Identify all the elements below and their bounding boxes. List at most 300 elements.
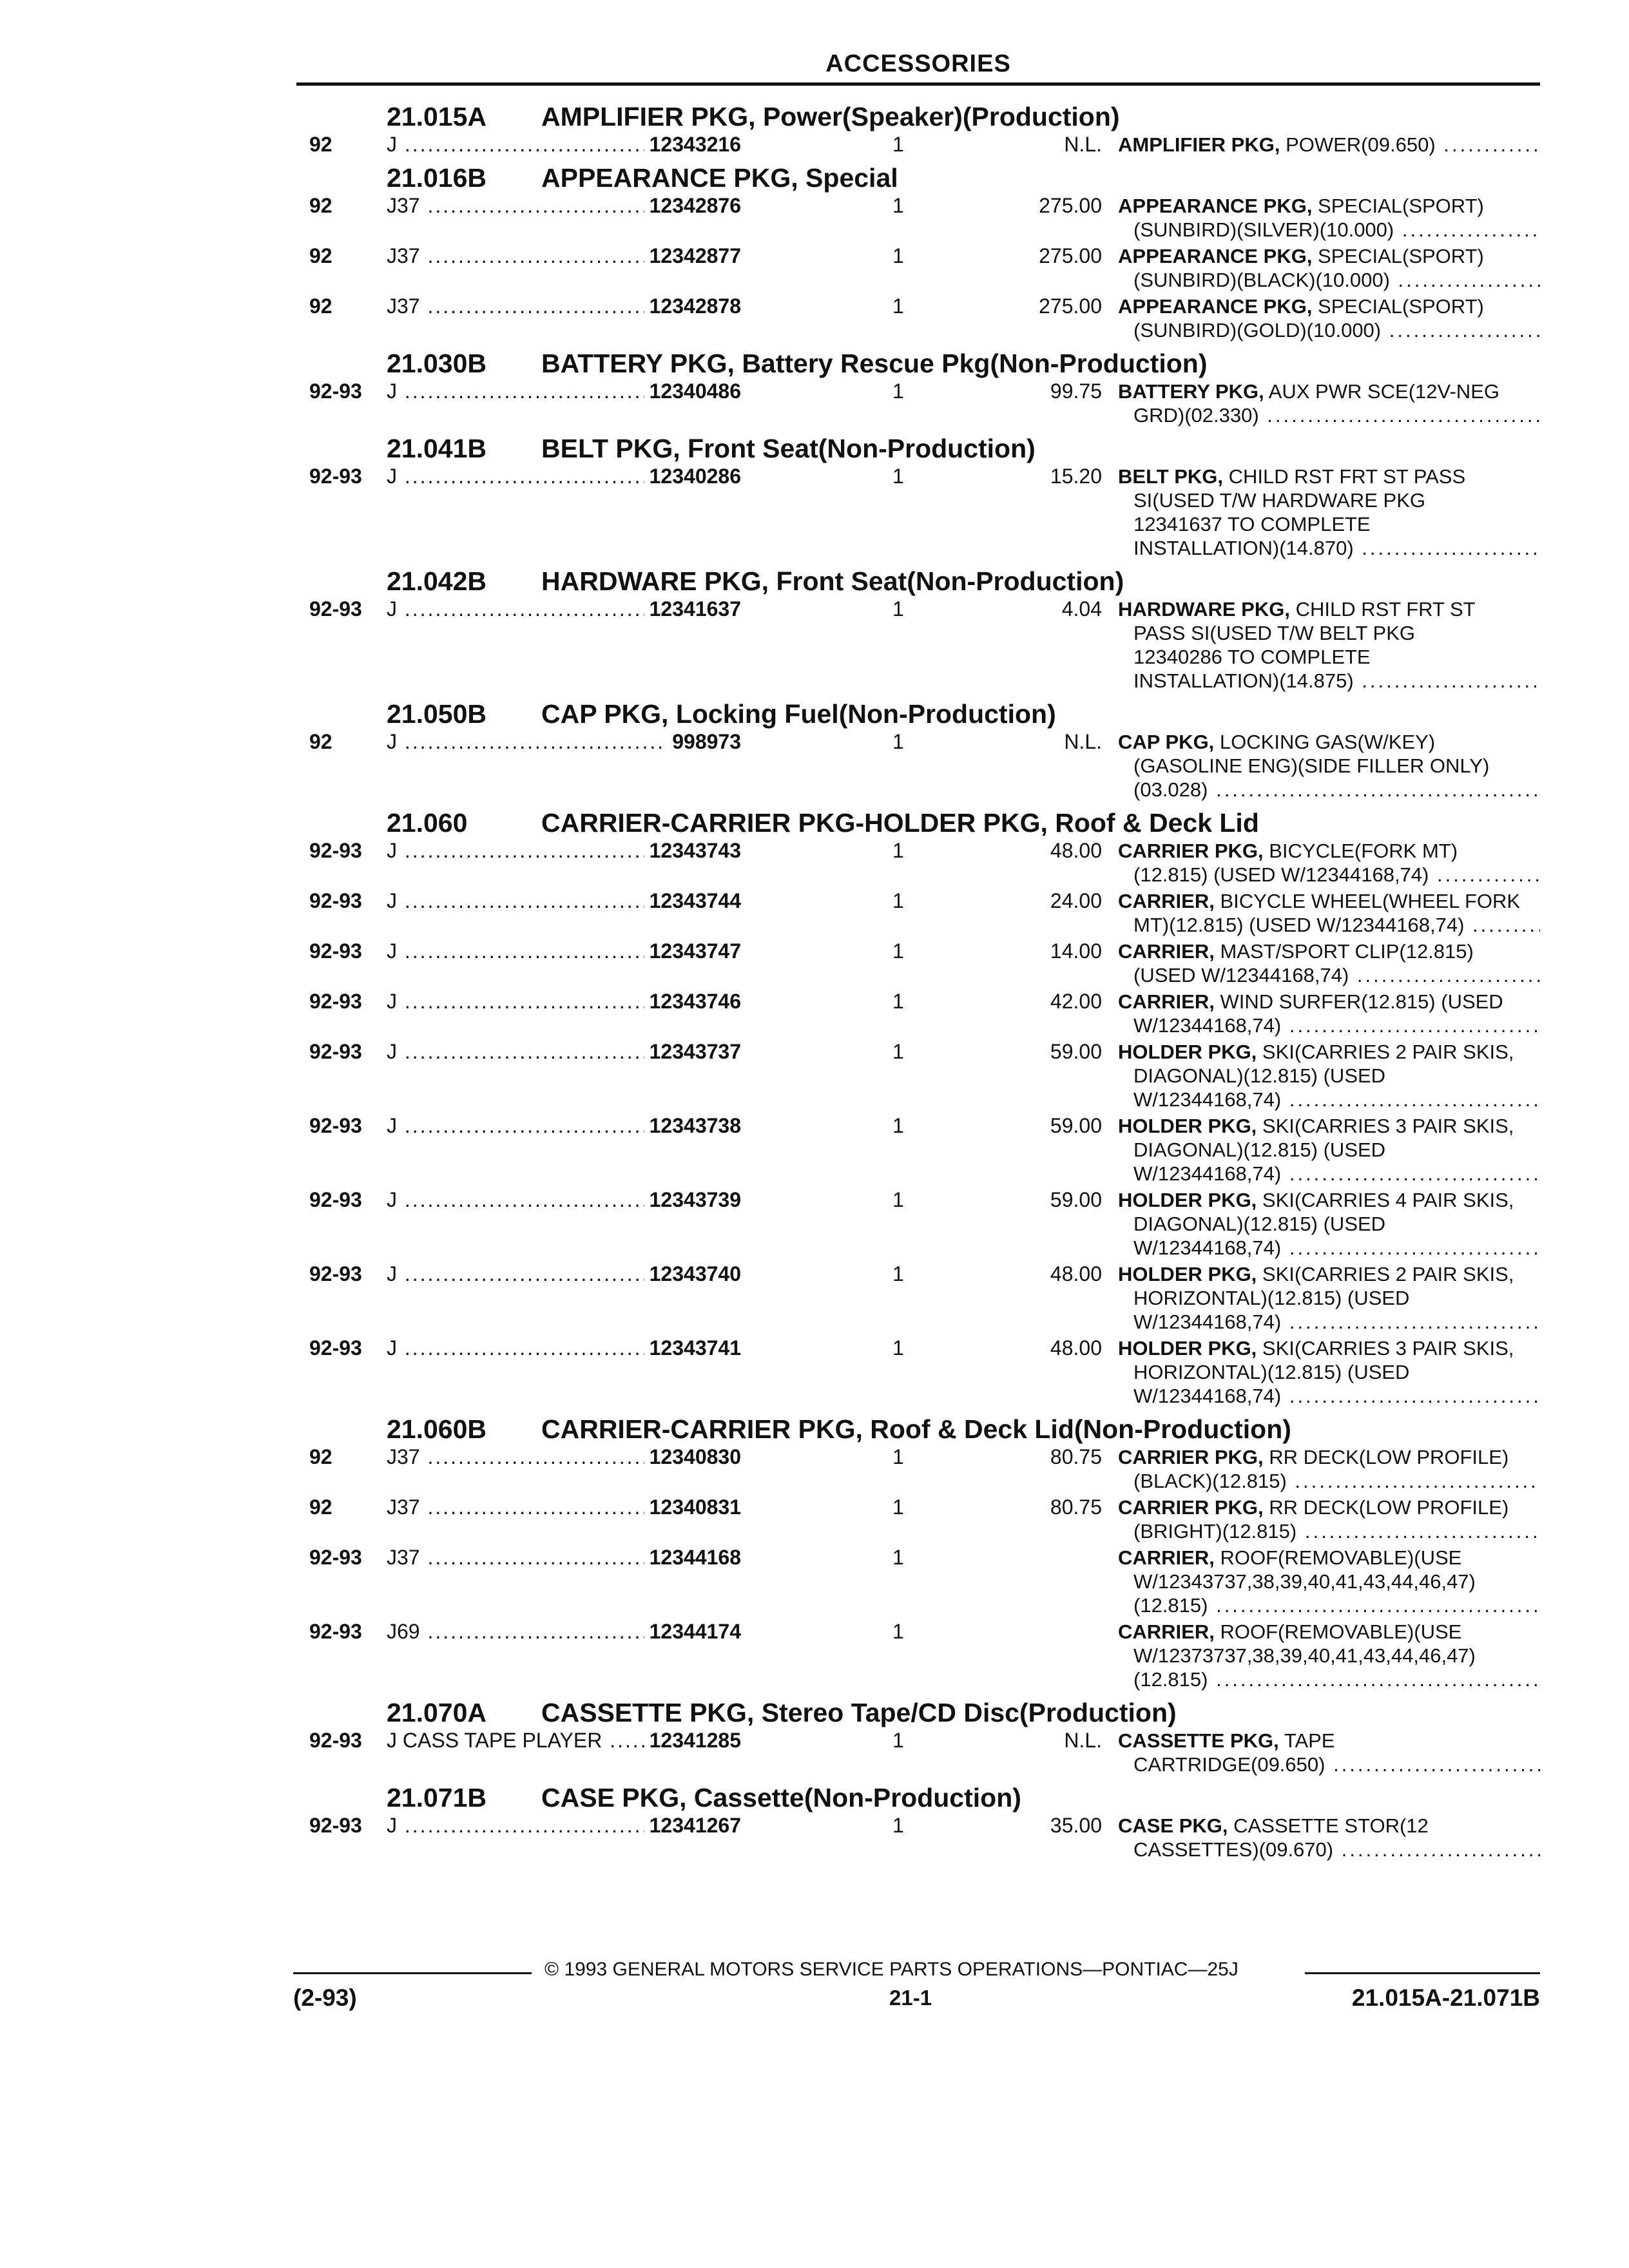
description-line xyxy=(1118,294,1540,318)
model-years: 92-93 xyxy=(309,1546,362,1569)
description-line xyxy=(1118,318,1540,342)
body-code: J37 ..... xyxy=(387,294,735,318)
description-line xyxy=(1118,939,1540,963)
description-line xyxy=(1118,1262,1540,1286)
body-code: J69 ..... xyxy=(387,1620,735,1644)
body-code: J ..... xyxy=(387,939,735,963)
description-text: SI(USED T/W HARDWARE PKG xyxy=(1133,489,1425,512)
quantity: 1 xyxy=(892,244,904,267)
part-description xyxy=(1118,244,1540,292)
description-text: SPECIAL(SPORT) xyxy=(1312,295,1484,318)
description-text: LOCKING GAS(W/KEY) xyxy=(1214,731,1436,753)
price: 42.00 xyxy=(1050,990,1102,1013)
quantity: 1 xyxy=(892,990,904,1013)
description-text: CASSETTE STOR(12 xyxy=(1228,1814,1429,1837)
body-code: J ..... xyxy=(387,465,735,488)
description-line xyxy=(1118,1064,1540,1088)
description-line xyxy=(1118,1644,1540,1667)
part-entry xyxy=(303,1729,1540,1779)
description-keyword: HOLDER PKG, xyxy=(1118,1041,1257,1063)
part-number: 12344168 xyxy=(644,1546,741,1570)
price: 80.75 xyxy=(1050,1495,1102,1519)
description-line xyxy=(1118,1310,1540,1334)
description-line xyxy=(1118,1114,1540,1138)
part-description xyxy=(1118,1040,1540,1111)
quantity: 1 xyxy=(892,1729,904,1752)
part-number: 12343737 xyxy=(644,1040,741,1064)
description-keyword: CASE PKG, xyxy=(1118,1814,1228,1837)
part-description xyxy=(1118,597,1540,693)
description-text: DIAGONAL)(12.815) (USED xyxy=(1133,1064,1386,1087)
description-text: W/12343737,38,39,40,41,43,44,46,47) xyxy=(1133,1570,1476,1593)
section-title: CASE PKG, Cassette(Non-Production) xyxy=(541,1783,1021,1812)
description-text: W/12373737,38,39,40,41,43,44,46,47) xyxy=(1133,1644,1476,1667)
quantity: 1 xyxy=(892,730,904,753)
description-text: 12340286 TO COMPLETE xyxy=(1133,646,1371,668)
description-text: ROOF(REMOVABLE)(USE xyxy=(1214,1546,1462,1569)
description-text: (SUNBIRD)(BLACK)(10.000) xyxy=(1133,269,1390,291)
description-keyword: APPEARANCE PKG, xyxy=(1118,245,1313,267)
description-line xyxy=(1118,512,1540,536)
description-line xyxy=(1118,754,1540,778)
body-code: J37 ..... xyxy=(387,244,735,268)
section-title: CARRIER-CARRIER PKG-HOLDER PKG, Roof & Deck Lid xyxy=(541,808,1259,838)
part-number: 12340830 xyxy=(644,1445,741,1469)
quantity: 1 xyxy=(892,1620,904,1643)
description-line xyxy=(1118,1360,1540,1384)
part-description xyxy=(1118,1729,1540,1776)
description-text: CARTRIDGE(09.650) xyxy=(1133,1753,1325,1776)
description-line xyxy=(1118,990,1540,1014)
model-years: 92 xyxy=(309,133,333,156)
part-description xyxy=(1118,839,1540,887)
section-title: BELT PKG, Front Seat(Non-Production) xyxy=(541,434,1036,463)
description-keyword: CARRIER, xyxy=(1118,890,1215,912)
description-text: SKI(CARRIES 2 PAIR SKIS, xyxy=(1257,1041,1514,1063)
part-number: 12343746 xyxy=(644,990,741,1014)
section-heading xyxy=(303,695,1540,730)
description-text: (GASOLINE ENG)(SIDE FILLER ONLY) xyxy=(1133,754,1490,777)
description-text: W/12344168,74) xyxy=(1133,1162,1282,1185)
price: 80.75 xyxy=(1050,1445,1102,1468)
model-years: 92 xyxy=(309,294,333,318)
description-keyword: HOLDER PKG, xyxy=(1118,1263,1257,1285)
description-line xyxy=(1118,1286,1540,1310)
description-keyword: BATTERY PKG, xyxy=(1118,380,1264,403)
description-keyword: BELT PKG, xyxy=(1118,465,1224,488)
part-entry xyxy=(303,939,1540,990)
part-description xyxy=(1118,1336,1540,1408)
section-number: 21.042B xyxy=(387,566,487,596)
price: 275.00 xyxy=(1039,244,1102,267)
price: 275.00 xyxy=(1039,294,1102,318)
model-years: 92-93 xyxy=(309,1188,362,1211)
quantity: 1 xyxy=(892,889,904,912)
description-text: SKI(CARRIES 3 PAIR SKIS, xyxy=(1257,1337,1514,1360)
part-number: 12343744 xyxy=(644,889,741,913)
description-text: (BLACK)(12.815) xyxy=(1133,1470,1287,1492)
part-number: 12341267 xyxy=(644,1814,741,1838)
part-number: 12340486 xyxy=(644,380,741,403)
part-number: 12341285 xyxy=(644,1729,741,1753)
section-heading xyxy=(303,345,1540,380)
description-text: RR DECK(LOW PROFILE) xyxy=(1263,1496,1509,1519)
description-text: MAST/SPORT CLIP(12.815) xyxy=(1214,940,1474,963)
description-keyword: CARRIER PKG, xyxy=(1118,1496,1264,1519)
section-heading xyxy=(303,1779,1540,1814)
description-text: INSTALLATION)(14.870) xyxy=(1133,537,1354,559)
body-code: J ..... xyxy=(387,133,735,157)
description-line xyxy=(1118,1188,1540,1212)
quantity: 1 xyxy=(892,1445,904,1468)
description-line xyxy=(1118,1236,1540,1260)
description-keyword: HOLDER PKG, xyxy=(1118,1189,1257,1211)
description-text: DIAGONAL)(12.815) (USED xyxy=(1133,1139,1386,1161)
body-code: J ..... xyxy=(387,1188,735,1212)
description-keyword: HOLDER PKG, xyxy=(1118,1337,1257,1360)
section-heading xyxy=(303,430,1540,465)
description-line xyxy=(1118,1162,1540,1186)
description-text: RR DECK(LOW PROFILE) xyxy=(1263,1446,1509,1468)
model-years: 92-93 xyxy=(309,1262,362,1285)
quantity: 1 xyxy=(892,839,904,862)
price: 48.00 xyxy=(1050,1336,1102,1360)
price: 15.20 xyxy=(1050,465,1102,488)
part-number: 12342876 xyxy=(644,194,741,218)
part-description xyxy=(1118,1188,1540,1260)
part-entry xyxy=(303,1445,1540,1495)
part-description xyxy=(1118,1262,1540,1334)
description-text: (SUNBIRD)(GOLD)(10.000) xyxy=(1133,319,1382,341)
model-years: 92-93 xyxy=(309,380,362,403)
description-text: HORIZONTAL)(12.815) (USED xyxy=(1133,1361,1410,1383)
description-text: SKI(CARRIES 4 PAIR SKIS, xyxy=(1257,1189,1514,1211)
quantity: 1 xyxy=(892,1114,904,1137)
part-number: 12341637 xyxy=(644,597,741,621)
body-code: J CASS TAPE PLAYER ..... xyxy=(387,1729,735,1753)
description-text: (SUNBIRD)(SILVER)(10.000) xyxy=(1133,218,1394,241)
description-text: W/12344168,74) xyxy=(1133,1311,1282,1333)
part-entry xyxy=(303,889,1540,939)
price: 48.00 xyxy=(1050,839,1102,862)
description-text: SPECIAL(SPORT) xyxy=(1312,195,1484,217)
price: 59.00 xyxy=(1050,1114,1102,1137)
part-description xyxy=(1118,1546,1540,1617)
part-entry xyxy=(303,730,1540,804)
price: 99.75 xyxy=(1050,380,1102,403)
description-line xyxy=(1118,1729,1540,1753)
model-years: 92-93 xyxy=(309,1729,362,1752)
model-years: 92-93 xyxy=(309,839,362,862)
description-line xyxy=(1118,1753,1540,1776)
description-text: SKI(CARRIES 2 PAIR SKIS, xyxy=(1257,1263,1514,1285)
part-entry xyxy=(303,597,1540,695)
model-years: 92-93 xyxy=(309,465,362,488)
quantity: 1 xyxy=(892,1262,904,1285)
part-entry xyxy=(303,1336,1540,1410)
section-number: 21.016B xyxy=(387,163,487,193)
description-line xyxy=(1118,730,1540,754)
description-text: WIND SURFER(12.815) (USED xyxy=(1214,990,1503,1013)
description-keyword: CARRIER PKG, xyxy=(1118,840,1264,862)
part-description xyxy=(1118,380,1540,427)
description-line xyxy=(1118,1014,1540,1037)
description-keyword: CASSETTE PKG, xyxy=(1118,1729,1279,1752)
description-text: CHILD RST FRT ST xyxy=(1289,598,1476,620)
footer-copyright: © 1993 GENERAL MOTORS SERVICE PARTS OPERATIONS—PONTIAC—25J xyxy=(545,1959,1239,1980)
part-number: 12343743 xyxy=(644,839,741,863)
description-keyword: CARRIER, xyxy=(1118,1546,1215,1569)
model-years: 92-93 xyxy=(309,1620,362,1643)
description-text: MT)(12.815) (USED W/12344168,74) xyxy=(1133,914,1465,936)
price: 48.00 xyxy=(1050,1262,1102,1285)
description-line xyxy=(1118,1336,1540,1360)
description-keyword: CARRIER, xyxy=(1118,1620,1215,1643)
description-line xyxy=(1118,1445,1540,1469)
quantity: 1 xyxy=(892,597,904,620)
description-text: (12.815) xyxy=(1133,1668,1208,1691)
description-text: CHILD RST FRT ST PASS xyxy=(1223,465,1466,488)
description-keyword: CARRIER, xyxy=(1118,990,1215,1013)
quantity: 1 xyxy=(892,939,904,963)
description-line xyxy=(1118,669,1540,693)
description-text: W/12344168,74) xyxy=(1133,1385,1282,1407)
quantity: 1 xyxy=(892,1495,904,1519)
part-entry xyxy=(303,1188,1540,1262)
description-line xyxy=(1118,1546,1540,1570)
description-text: AUX PWR SCE(12V-NEG xyxy=(1264,380,1499,403)
description-line xyxy=(1118,465,1540,488)
part-description xyxy=(1118,939,1540,987)
part-entry xyxy=(303,1114,1540,1188)
section-title: HARDWARE PKG, Front Seat(Non-Production) xyxy=(541,566,1124,596)
price: N.L. xyxy=(1064,730,1102,753)
price: 35.00 xyxy=(1050,1814,1102,1837)
description-line xyxy=(1118,194,1540,218)
description-line xyxy=(1118,1667,1540,1691)
description-text: HORIZONTAL)(12.815) (USED xyxy=(1133,1287,1410,1309)
quantity: 1 xyxy=(892,380,904,403)
part-description xyxy=(1118,889,1540,937)
description-line xyxy=(1118,645,1540,669)
section-number: 21.050B xyxy=(387,699,487,729)
description-line xyxy=(1118,218,1540,242)
part-entry xyxy=(303,133,1540,159)
model-years: 92 xyxy=(309,1495,333,1519)
price: 14.00 xyxy=(1050,939,1102,963)
section-heading xyxy=(303,1694,1540,1729)
body-code: J37 ..... xyxy=(387,1495,735,1519)
description-line xyxy=(1118,889,1540,913)
price: 59.00 xyxy=(1050,1040,1102,1063)
quantity: 1 xyxy=(892,1546,904,1569)
description-keyword: AMPLIFIER PKG, xyxy=(1118,133,1280,156)
part-description xyxy=(1118,1814,1540,1861)
description-text: W/12344168,74) xyxy=(1133,1236,1282,1259)
model-years: 92 xyxy=(309,194,333,217)
description-line xyxy=(1118,1593,1540,1617)
description-keyword: CARRIER PKG, xyxy=(1118,1446,1264,1468)
page-title: ACCESSORIES xyxy=(825,50,1011,77)
part-number: 12344174 xyxy=(644,1620,741,1644)
part-number: 12342877 xyxy=(644,244,741,268)
body-code: J ..... xyxy=(387,990,735,1014)
description-text: W/12344168,74) xyxy=(1133,1088,1282,1111)
description-keyword: HOLDER PKG, xyxy=(1118,1115,1257,1137)
part-description xyxy=(1118,1495,1540,1543)
description-text: BICYCLE WHEEL(WHEEL FORK xyxy=(1214,890,1521,912)
description-line xyxy=(1118,913,1540,937)
footer-date: (2-93) xyxy=(293,1984,357,2011)
description-text: SKI(CARRIES 3 PAIR SKIS, xyxy=(1257,1115,1514,1137)
description-line xyxy=(1118,1138,1540,1162)
footer-rule-right xyxy=(1305,1972,1540,1974)
description-keyword: CARRIER, xyxy=(1118,940,1215,963)
part-entry xyxy=(303,244,1540,294)
description-text: ROOF(REMOVABLE)(USE xyxy=(1214,1620,1462,1643)
description-text: (USED W/12344168,74) xyxy=(1133,964,1349,986)
description-line xyxy=(1118,778,1540,802)
description-keyword: CAP PKG, xyxy=(1118,731,1215,753)
section-number: 21.071B xyxy=(387,1783,487,1812)
part-description xyxy=(1118,294,1540,342)
header-rule xyxy=(296,82,1540,86)
description-text: POWER(09.650) xyxy=(1280,133,1436,156)
model-years: 92-93 xyxy=(309,889,362,912)
quantity: 1 xyxy=(892,465,904,488)
part-number: 12343740 xyxy=(644,1262,741,1286)
description-line xyxy=(1118,1495,1540,1519)
body-code: J ..... xyxy=(387,1262,735,1286)
description-line xyxy=(1118,244,1540,268)
part-entry xyxy=(303,1262,1540,1336)
part-description xyxy=(1118,990,1540,1037)
section-number: 21.060 xyxy=(387,808,468,838)
model-years: 92-93 xyxy=(309,1814,362,1837)
description-line xyxy=(1118,133,1540,157)
part-description xyxy=(1118,194,1540,242)
price: 4.04 xyxy=(1061,597,1102,620)
description-line xyxy=(1118,1469,1540,1493)
description-keyword: HARDWARE PKG, xyxy=(1118,598,1290,620)
section-title: CASSETTE PKG, Stereo Tape/CD Disc(Production) xyxy=(541,1698,1177,1727)
quantity: 1 xyxy=(892,294,904,318)
price: 275.00 xyxy=(1039,194,1102,217)
quantity: 1 xyxy=(892,1040,904,1063)
description-text: SPECIAL(SPORT) xyxy=(1312,245,1484,267)
body-code: J ..... xyxy=(387,380,735,403)
part-number: 12342878 xyxy=(644,294,741,318)
part-number: 12340831 xyxy=(644,1495,741,1519)
part-number: 12343738 xyxy=(644,1114,741,1138)
description-line xyxy=(1118,380,1540,403)
part-number: 998973 xyxy=(667,730,741,754)
section-number: 21.060B xyxy=(387,1414,487,1444)
part-number: 12343747 xyxy=(644,939,741,963)
model-years: 92-93 xyxy=(309,990,362,1013)
part-description xyxy=(1118,730,1540,802)
model-years: 92-93 xyxy=(309,597,362,620)
description-line xyxy=(1118,1570,1540,1593)
description-line xyxy=(1118,403,1540,427)
part-entry xyxy=(303,1040,1540,1114)
body-code: J ..... xyxy=(387,839,735,863)
body-code: J37 ..... xyxy=(387,194,735,218)
body-code: J ..... xyxy=(387,889,735,913)
quantity: 1 xyxy=(892,1188,904,1211)
part-entry xyxy=(303,1814,1540,1864)
quantity: 1 xyxy=(892,194,904,217)
body-code: J ..... xyxy=(387,1814,735,1838)
description-text: PASS SI(USED T/W BELT PKG xyxy=(1133,622,1415,644)
part-description xyxy=(1118,1620,1540,1691)
body-code: J ..... xyxy=(387,730,735,754)
section-heading xyxy=(303,159,1540,194)
model-years: 92 xyxy=(309,244,333,267)
description-line xyxy=(1118,536,1540,560)
price: N.L. xyxy=(1064,1729,1102,1752)
quantity: 1 xyxy=(892,133,904,156)
model-years: 92-93 xyxy=(309,1336,362,1360)
description-line xyxy=(1118,1040,1540,1064)
footer-section-range: 21.015A-21.071B xyxy=(1351,1984,1540,2011)
part-description xyxy=(1118,1445,1540,1493)
footer-rule-left xyxy=(293,1972,532,1974)
section-heading xyxy=(303,98,1540,133)
description-text: (03.028) xyxy=(1133,778,1208,801)
description-line xyxy=(1118,1838,1540,1861)
description-text: 12341637 TO COMPLETE xyxy=(1133,513,1371,535)
description-text: INSTALLATION)(14.875) xyxy=(1133,669,1354,692)
description-line xyxy=(1118,1088,1540,1111)
part-entry xyxy=(303,1620,1540,1694)
description-line xyxy=(1118,1814,1540,1838)
part-entry xyxy=(303,839,1540,889)
section-heading xyxy=(303,562,1540,597)
description-text: DIAGONAL)(12.815) (USED xyxy=(1133,1213,1386,1235)
part-entry xyxy=(303,380,1540,430)
description-keyword: APPEARANCE PKG, xyxy=(1118,195,1313,217)
part-entry xyxy=(303,465,1540,562)
description-line xyxy=(1118,963,1540,987)
description-line xyxy=(1118,1212,1540,1236)
section-title: APPEARANCE PKG, Special xyxy=(541,163,898,193)
description-text: (12.815) (USED W/12344168,74) xyxy=(1133,863,1429,886)
description-line xyxy=(1118,1384,1540,1408)
description-line xyxy=(1118,863,1540,887)
model-years: 92 xyxy=(309,730,333,753)
part-number: 12343741 xyxy=(644,1336,741,1360)
price: 59.00 xyxy=(1050,1188,1102,1211)
description-text: TAPE xyxy=(1278,1729,1335,1752)
section-number: 21.070A xyxy=(387,1698,487,1727)
page-number: 21-1 xyxy=(889,1986,932,2010)
price: 24.00 xyxy=(1050,889,1102,912)
quantity: 1 xyxy=(892,1336,904,1360)
section-title: CARRIER-CARRIER PKG, Roof & Deck Lid(Non-Production) xyxy=(541,1414,1291,1444)
description-line xyxy=(1118,621,1540,645)
section-heading xyxy=(303,804,1540,839)
body-code: J37 ..... xyxy=(387,1546,735,1570)
description-line xyxy=(1118,1519,1540,1543)
body-code: J37 ..... xyxy=(387,1445,735,1469)
description-text: CASSETTES)(09.670) xyxy=(1133,1838,1334,1861)
part-entry xyxy=(303,1546,1540,1620)
parts-list xyxy=(303,98,1540,1864)
description-line xyxy=(1118,488,1540,512)
model-years: 92-93 xyxy=(309,939,362,963)
section-number: 21.015A xyxy=(387,102,487,131)
